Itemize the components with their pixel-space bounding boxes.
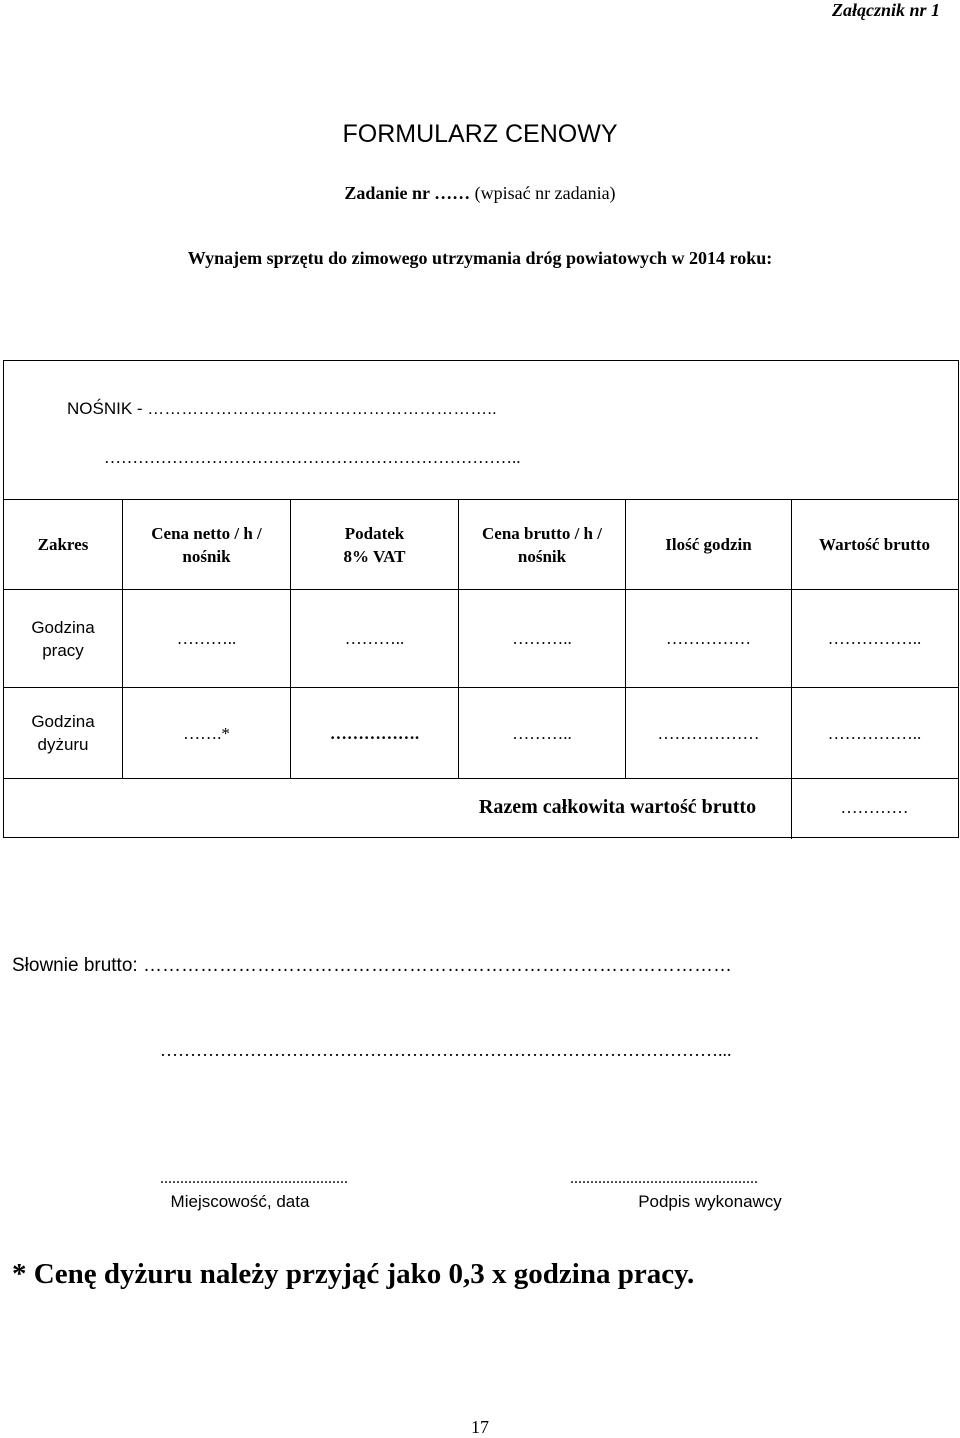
header-vat: Podatek 8% VAT	[343, 523, 406, 566]
price-table	[3, 360, 959, 838]
table-cell: ………..	[512, 723, 572, 743]
place-date-label: Miejscowość, data	[170, 1192, 310, 1211]
task-line	[0, 183, 960, 204]
header-gross-value: Wartość brutto	[819, 535, 930, 554]
table-cell: ………..	[344, 629, 405, 648]
table-cell: ……………	[666, 629, 751, 648]
table-cell: ………………	[657, 723, 760, 743]
amount-in-words-line: …………………………………………………………………………………	[142, 955, 732, 976]
row-label-work-hour: Godzina pracy	[31, 617, 95, 660]
carrier-field: NOŚNIK - ……………………………………………………..	[67, 399, 497, 418]
footnote: * Cenę dyżuru należy przyjąć jako 0,3 x godzina pracy.	[12, 1258, 695, 1290]
amount-in-words-line-continued: …………………………………………………………………………………...	[160, 1040, 732, 1060]
annex-label: Załącznik nr 1	[831, 0, 940, 20]
header-hours: Ilość godzin	[665, 535, 752, 554]
table-cell: ………..	[512, 629, 572, 648]
signature-line: ...............................................	[570, 1170, 758, 1187]
carrier-field-continued: ………………………………………………………………..	[104, 448, 521, 467]
page-number: 17	[471, 1417, 489, 1437]
row-label-duty-hour: Godzina dyżuru	[31, 712, 95, 754]
subject-line: Wynajem sprzętu do zimowego utrzymania dróg powiatowych w 2014 roku:	[187, 248, 773, 268]
table-cell: …….*	[183, 723, 230, 743]
header-gross-price: Cena brutto / h / nośnik	[482, 523, 602, 566]
amount-in-words-label: Słownie brutto:	[12, 955, 138, 976]
amount-in-words	[12, 955, 732, 977]
form-title: FORMULARZ CENOWY	[342, 120, 618, 148]
table-cell: ……………..	[827, 723, 922, 743]
table-cell: …………….	[329, 723, 420, 743]
table-cell: ……………..	[827, 629, 922, 648]
total-label: Razem całkowita wartość brutto	[478, 796, 757, 818]
total-value: …………	[840, 798, 909, 817]
task-hint: (wpisać nr zadania)	[474, 183, 616, 203]
place-date-line: ...............................................	[160, 1170, 348, 1187]
header-scope: Zakres	[37, 535, 89, 554]
signature-label: Podpis wykonawcy	[638, 1192, 782, 1211]
table-cell: ………..	[176, 629, 237, 648]
header-net-price: Cena netto / h / nośnik	[151, 523, 262, 566]
task-label: Zadanie nr ……	[344, 183, 471, 203]
